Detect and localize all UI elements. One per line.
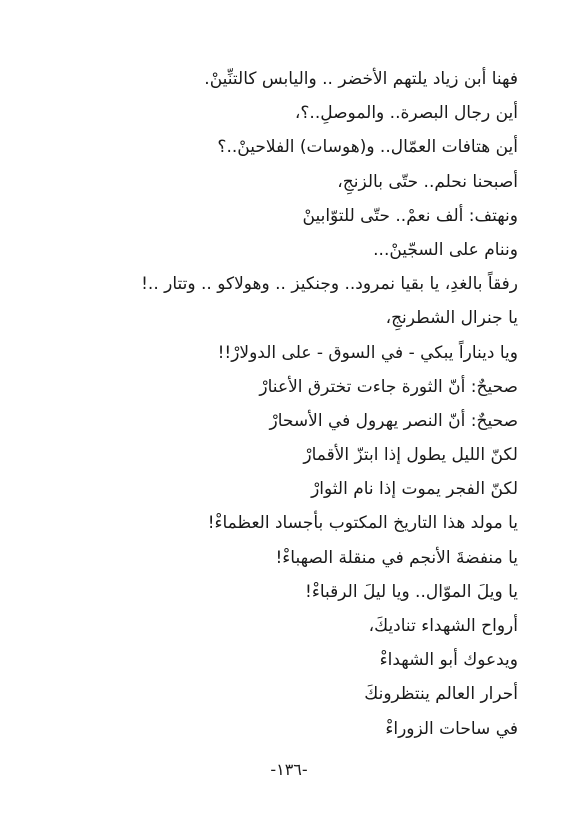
- poem-line: يا منفضةَ الأنجم في منقلة الصهباءْ!: [275, 547, 518, 568]
- poem-line: أصبحنا نحلم.. حتّى بالزنجِ،: [337, 171, 518, 192]
- poem-line: ونهتف: ألف نعمْ.. حتّى للتوّابينْ: [302, 205, 518, 226]
- poem-line: أين رجال البصرة.. والموصلِ..؟،: [294, 103, 518, 124]
- poem-line: يا ويلَ الموّال.. ويا ليلَ الرقباءْ!: [305, 581, 518, 602]
- poem-line: رفقاً بالغدِ، يا بقيا نمرود.. وجنكيز .. وهولاكو .. وتتار ..!: [141, 274, 518, 295]
- poem-line: في ساحات الزوراءْ: [385, 718, 518, 739]
- poem-line: أين هتافات العمّال.. و(هوسات) الفلاحينْ..؟: [217, 137, 518, 158]
- poem-line: صحيحٌ: أنّ الثورة جاءت تخترق الأعنارْ: [259, 376, 518, 397]
- poem-line: صحيحٌ: أنّ النصر يهرول في الأسحارْ: [269, 410, 518, 431]
- poem-line: أرواح الشهداء تناديكَ،: [368, 616, 518, 636]
- poem-line: لكنّ الليل يطول إذا ابتزّ الأقمارْ: [303, 445, 518, 466]
- poem-line: أحرار العالم ينتظرونكَ: [364, 684, 518, 705]
- poem-line: يا جنرال الشطرنجِ،: [385, 308, 518, 329]
- poem-line: ويدعوك أبو الشهداءْ: [379, 650, 518, 671]
- poem-line: فهنا أبن زياد يلتهم الأخضر .. واليابس كالتنِّينْ.: [204, 69, 518, 89]
- poem-line: ويا ديناراً يبكي - في السوق - على الدولارْ!!: [217, 342, 518, 363]
- poem-line: يا مولد هذا التاريخ المكتوب بأجساد العظماءْ!: [207, 513, 518, 534]
- poem-line: لكنّ الفجر يموت إذا نام الثوارْ: [311, 479, 518, 500]
- poem-text: [58, 62, 518, 746]
- poem-line: وننام على السجّينْ...: [373, 239, 518, 260]
- page-number: -١٣٦-: [270, 760, 308, 779]
